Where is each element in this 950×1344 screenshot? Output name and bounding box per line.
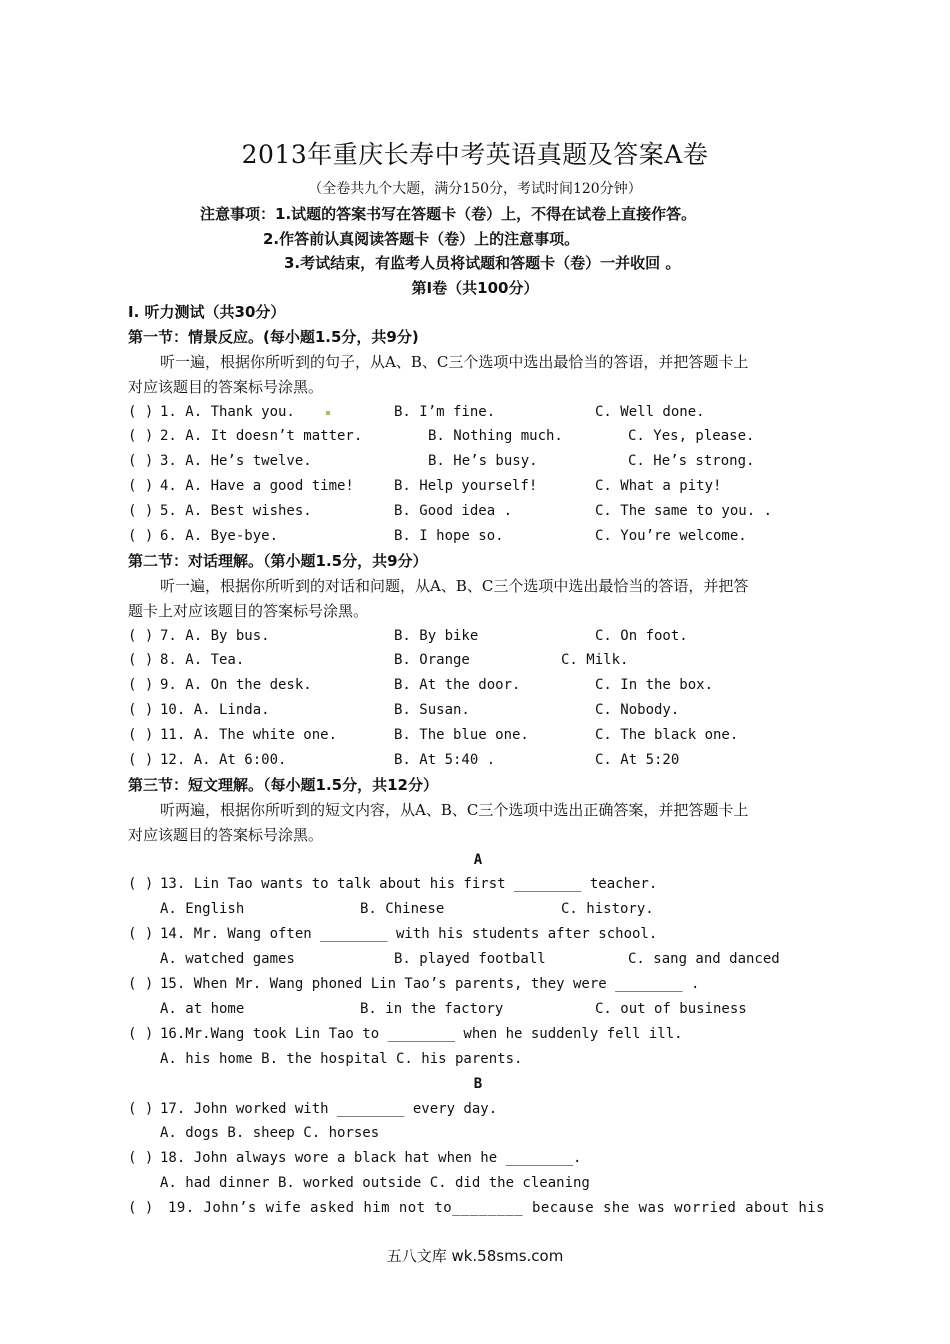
question-16-options [128,1047,828,1072]
answer-blank: ( ) [128,976,154,993]
section-3-instruction: 听两遍，根据你所听到的短文内容，从A、B、C三个选项中选出正确答案，并把答题卡上 [160,800,749,819]
option-b: B. At the door. [394,677,521,694]
option-c: C. In the box. [595,677,714,694]
answer-blank: ( ) [128,752,154,769]
page-title: 2013年重庆长寿中考英语真题及答案A卷 [241,140,709,169]
option-c: C. What a pity! [595,478,722,495]
option-a: 3. A. He’s twelve. [160,453,312,470]
options: A. had dinner B. worked outside C. did the cleaning [160,1175,590,1192]
option-c: C. On foot. [595,627,688,644]
option-c: C. out of business [595,1000,747,1017]
answer-blank: ( ) [128,627,154,644]
option-c: C. The black one. [595,727,739,744]
option-c: C. Nobody. [595,702,680,719]
question-18-options [128,1171,828,1196]
section-3-instruction-cont: 对应该题目的答案标号涂黑。 [128,825,324,844]
question-15 [128,972,828,997]
question-text: 14. Mr. Wang often ________ with his students after school. [160,926,658,943]
option-a: A. English [160,901,245,918]
section-2-heading: 第二节：对话理解。（第小题1.5分，共9分） [128,551,428,570]
exam-body [128,300,828,1221]
section-3-heading: 第三节：短文理解。（每小题1.5分，共12分） [128,775,438,794]
answer-blank: ( ) [128,403,154,420]
section-1-instruction-cont: 对应该题目的答案标号涂黑。 [128,377,324,396]
option-b: B. Help yourself! [394,478,538,495]
exam-subtitle: （全卷共九个大题，满分150分，考试时间120分钟） [308,181,642,197]
question-row [128,648,828,673]
question-13 [128,872,828,897]
option-b: B. Orange [394,652,470,669]
question-13-options [128,897,828,922]
answer-blank: ( ) [128,1200,154,1217]
option-a: 1. A. Thank you. [160,403,295,420]
notice-line-3: 3.考试结束，有监考人员将试题和答题卡（卷）一并收回 。 [284,254,681,272]
part-heading: I. 听力测试（共30分） [128,303,286,321]
answer-blank: ( ) [128,1025,154,1042]
question-row [128,624,828,649]
section-1-heading: 第一节：情景反应。(每小题1.5分，共9分) [128,327,419,346]
answer-blank: ( ) [128,652,154,669]
answer-blank: ( ) [128,876,154,893]
question-row [128,499,828,524]
question-row [128,424,828,449]
answer-blank: ( ) [128,926,154,943]
question-16 [128,1022,828,1047]
option-b: B. Chinese [360,901,445,918]
option-c: C. history. [561,901,654,918]
question-17 [128,1097,828,1122]
answer-blank: ( ) [128,453,154,470]
option-c: C. The same to you. . [595,503,773,520]
question-row [128,524,828,549]
question-row [128,748,828,773]
question-17-options [128,1121,828,1146]
option-a: 11. A. The white one. [160,727,338,744]
section-2-questions [128,624,828,773]
option-b: B. The blue one. [394,727,529,744]
question-18 [128,1146,828,1171]
option-c: C. At 5:20 [595,752,680,769]
options: A. his home B. the hospital C. his parents. [160,1050,523,1067]
option-b: B. Nothing much. [428,428,563,445]
answer-blank: ( ) [128,528,154,545]
option-b: B. At 5:40 . [394,752,496,769]
option-a: 5. A. Best wishes. [160,503,312,520]
option-b: B. He’s busy. [428,453,538,470]
answer-blank: ( ) [128,1100,154,1117]
question-text: 13. Lin Tao wants to talk about his first ________ teacher. [160,876,658,893]
answer-blank: ( ) [128,1150,154,1167]
option-c: C. You’re welcome. [595,528,747,545]
option-b: B. I hope so. [394,528,504,545]
question-row [128,449,828,474]
options: A. dogs B. sheep C. horses [160,1125,380,1142]
answer-blank: ( ) [128,478,154,495]
option-a: 10. A. Linda. [160,702,270,719]
answer-blank: ( ) [128,727,154,744]
option-a: 6. A. Bye-bye. [160,528,279,545]
option-b: B. in the factory [360,1000,504,1017]
question-row [128,400,828,425]
option-a: 12. A. At 6:00. [160,752,287,769]
question-14-options [128,947,828,972]
section-2-instruction: 听一遍，根据你所听到的对话和问题，从A、B、C三个选项中选出最恰当的答语，并把答 [160,576,749,595]
footer-watermark: 五八文库 wk.58sms.com [386,1247,564,1265]
option-a: 2. A. It doesn’t matter. [160,428,363,445]
question-text: 15. When Mr. Wang phoned Lin Tao’s parents, they were ________ . [160,976,700,993]
notice-line-2: 2.作答前认真阅读答题卡（卷）上的注意事项。 [263,230,580,248]
option-c: C. He’s strong. [628,453,755,470]
option-c: C. Yes, please. [628,428,755,445]
section-2-instruction-cont: 题卡上对应该题目的答案标号涂黑。 [128,601,369,620]
answer-blank: ( ) [128,702,154,719]
passage-a-label: A [473,851,483,868]
question-14 [128,922,828,947]
question-19 [128,1196,828,1221]
volume-heading: 第Ⅰ卷（共100分） [411,279,539,297]
answer-blank: ( ) [128,503,154,520]
option-a: 4. A. Have a good time! [160,478,354,495]
section-1-questions [128,400,828,549]
option-a: 8. A. Tea. [160,652,245,669]
option-a: A. at home [160,1000,245,1017]
option-b: B. played football [394,951,546,968]
option-c: C. Well done. [595,403,705,420]
option-b: B. By bike [394,627,479,644]
option-b: B. Good idea . [394,503,513,520]
question-15-options [128,997,828,1022]
option-c: C. Milk. [561,652,629,669]
question-row [128,673,828,698]
option-c: C. sang and danced [628,951,780,968]
passage-b-label: B [473,1075,483,1092]
option-a: A. watched games [160,951,295,968]
answer-blank: ( ) [128,428,154,445]
question-row [128,698,828,723]
answer-blank: ( ) [128,677,154,694]
option-b: B. Susan. [394,702,470,719]
option-b: B. I’m fine. [394,403,496,420]
option-a: 7. A. By bus. [160,627,270,644]
question-row [128,723,828,748]
option-a: 9. A. On the desk. [160,677,312,694]
question-text: 17. John worked with ________ every day. [160,1100,498,1117]
notice-line-1: 注意事项：1.试题的答案书写在答题卡（卷）上，不得在试卷上直接作答。 [200,205,697,223]
question-text: 16.Mr.Wang took Lin Tao to ________ when he suddenly fell ill. [160,1025,683,1042]
question-row [128,474,828,499]
question-text: 19. John’s wife asked him not to________ because she was worried about his [168,1200,826,1217]
question-text: 18. John always wore a black hat when he ________. [160,1150,582,1167]
section-1-instruction: 听一遍，根据你所听到的句子，从A、B、C三个选项中选出最恰当的答语，并把答题卡上 [160,352,749,371]
